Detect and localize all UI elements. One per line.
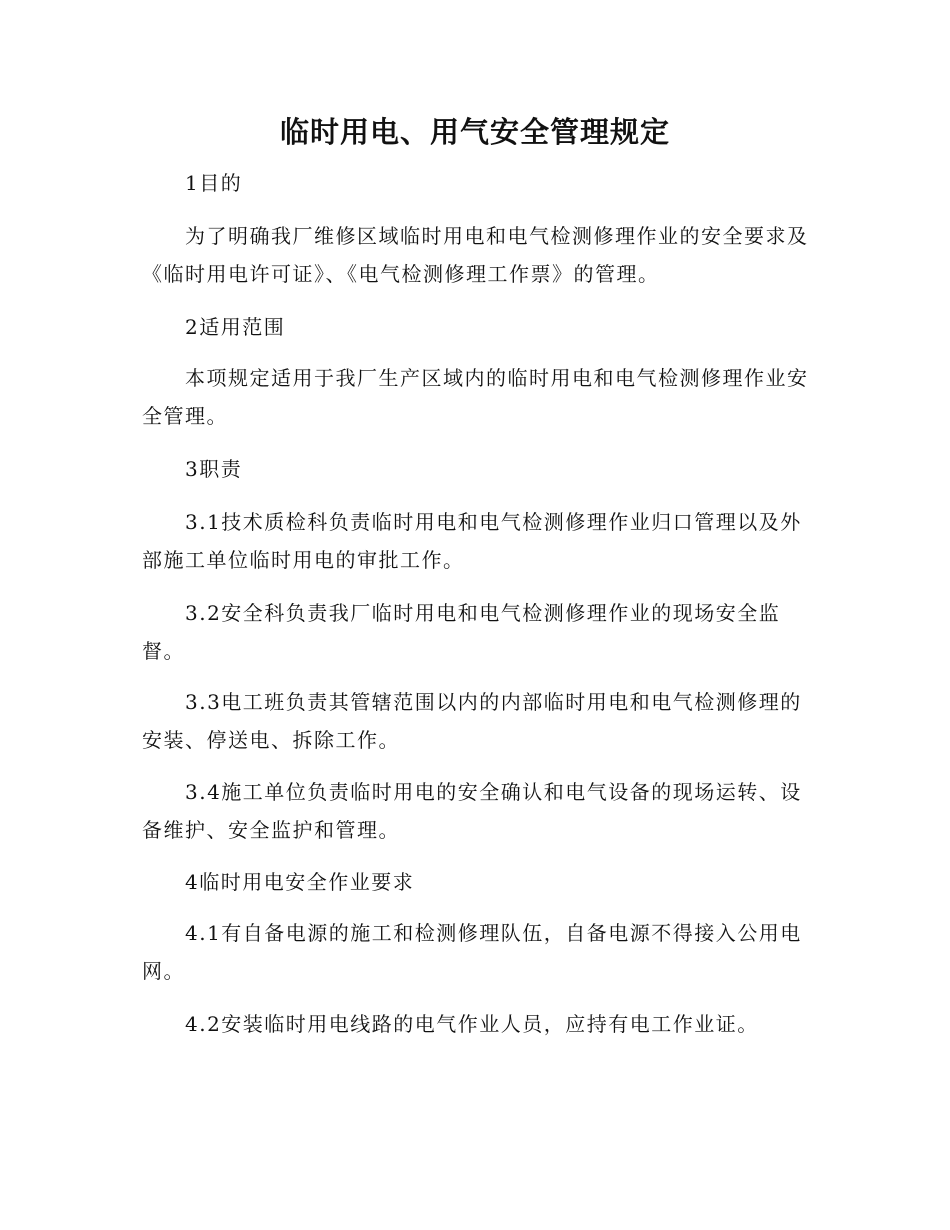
section-heading-purpose: 1目的 — [185, 171, 243, 195]
paragraph-3-2: 3.2安全科负责我厂临时用电和电气检测修理作业的现场安全监督。 — [142, 601, 781, 663]
document-title: 临时用电、用气安全管理规定 — [279, 115, 670, 149]
paragraph-3-4: 3.4施工单位负责临时用电的安全确认和电气设备的现场运转、设备维护、安全监护和管理。 — [142, 780, 802, 842]
section-heading-responsibilities: 3职责 — [185, 457, 243, 481]
paragraph-purpose: 为了明确我厂维修区域临时用电和电气检测修理作业的安全要求及《临时用电许可证》、《电气检测修理工作票》的管理。 — [142, 224, 809, 286]
paragraph-4-1: 4.1有自备电源的施工和检测修理队伍，自备电源不得接入公用电网。 — [142, 921, 802, 983]
paragraph-3-3: 3.3电工班负责其管辖范围以内的内部临时用电和电气检测修理的安装、停送电、拆除工作。 — [142, 690, 802, 752]
paragraph-scope: 本项规定适用于我厂生产区域内的临时用电和电气检测修理作业安全管理。 — [142, 366, 809, 428]
paragraph-4-2: 4.2安装临时用电线路的电气作业人员，应持有电工作业证。 — [185, 1012, 759, 1036]
section-heading-requirements: 4临时用电安全作业要求 — [185, 870, 415, 894]
paragraph-3-1: 3.1技术质检科负责临时用电和电气检测修理作业归口管理以及外部施工单位临时用电的审批工作。 — [142, 510, 802, 572]
section-heading-scope: 2适用范围 — [185, 315, 286, 339]
